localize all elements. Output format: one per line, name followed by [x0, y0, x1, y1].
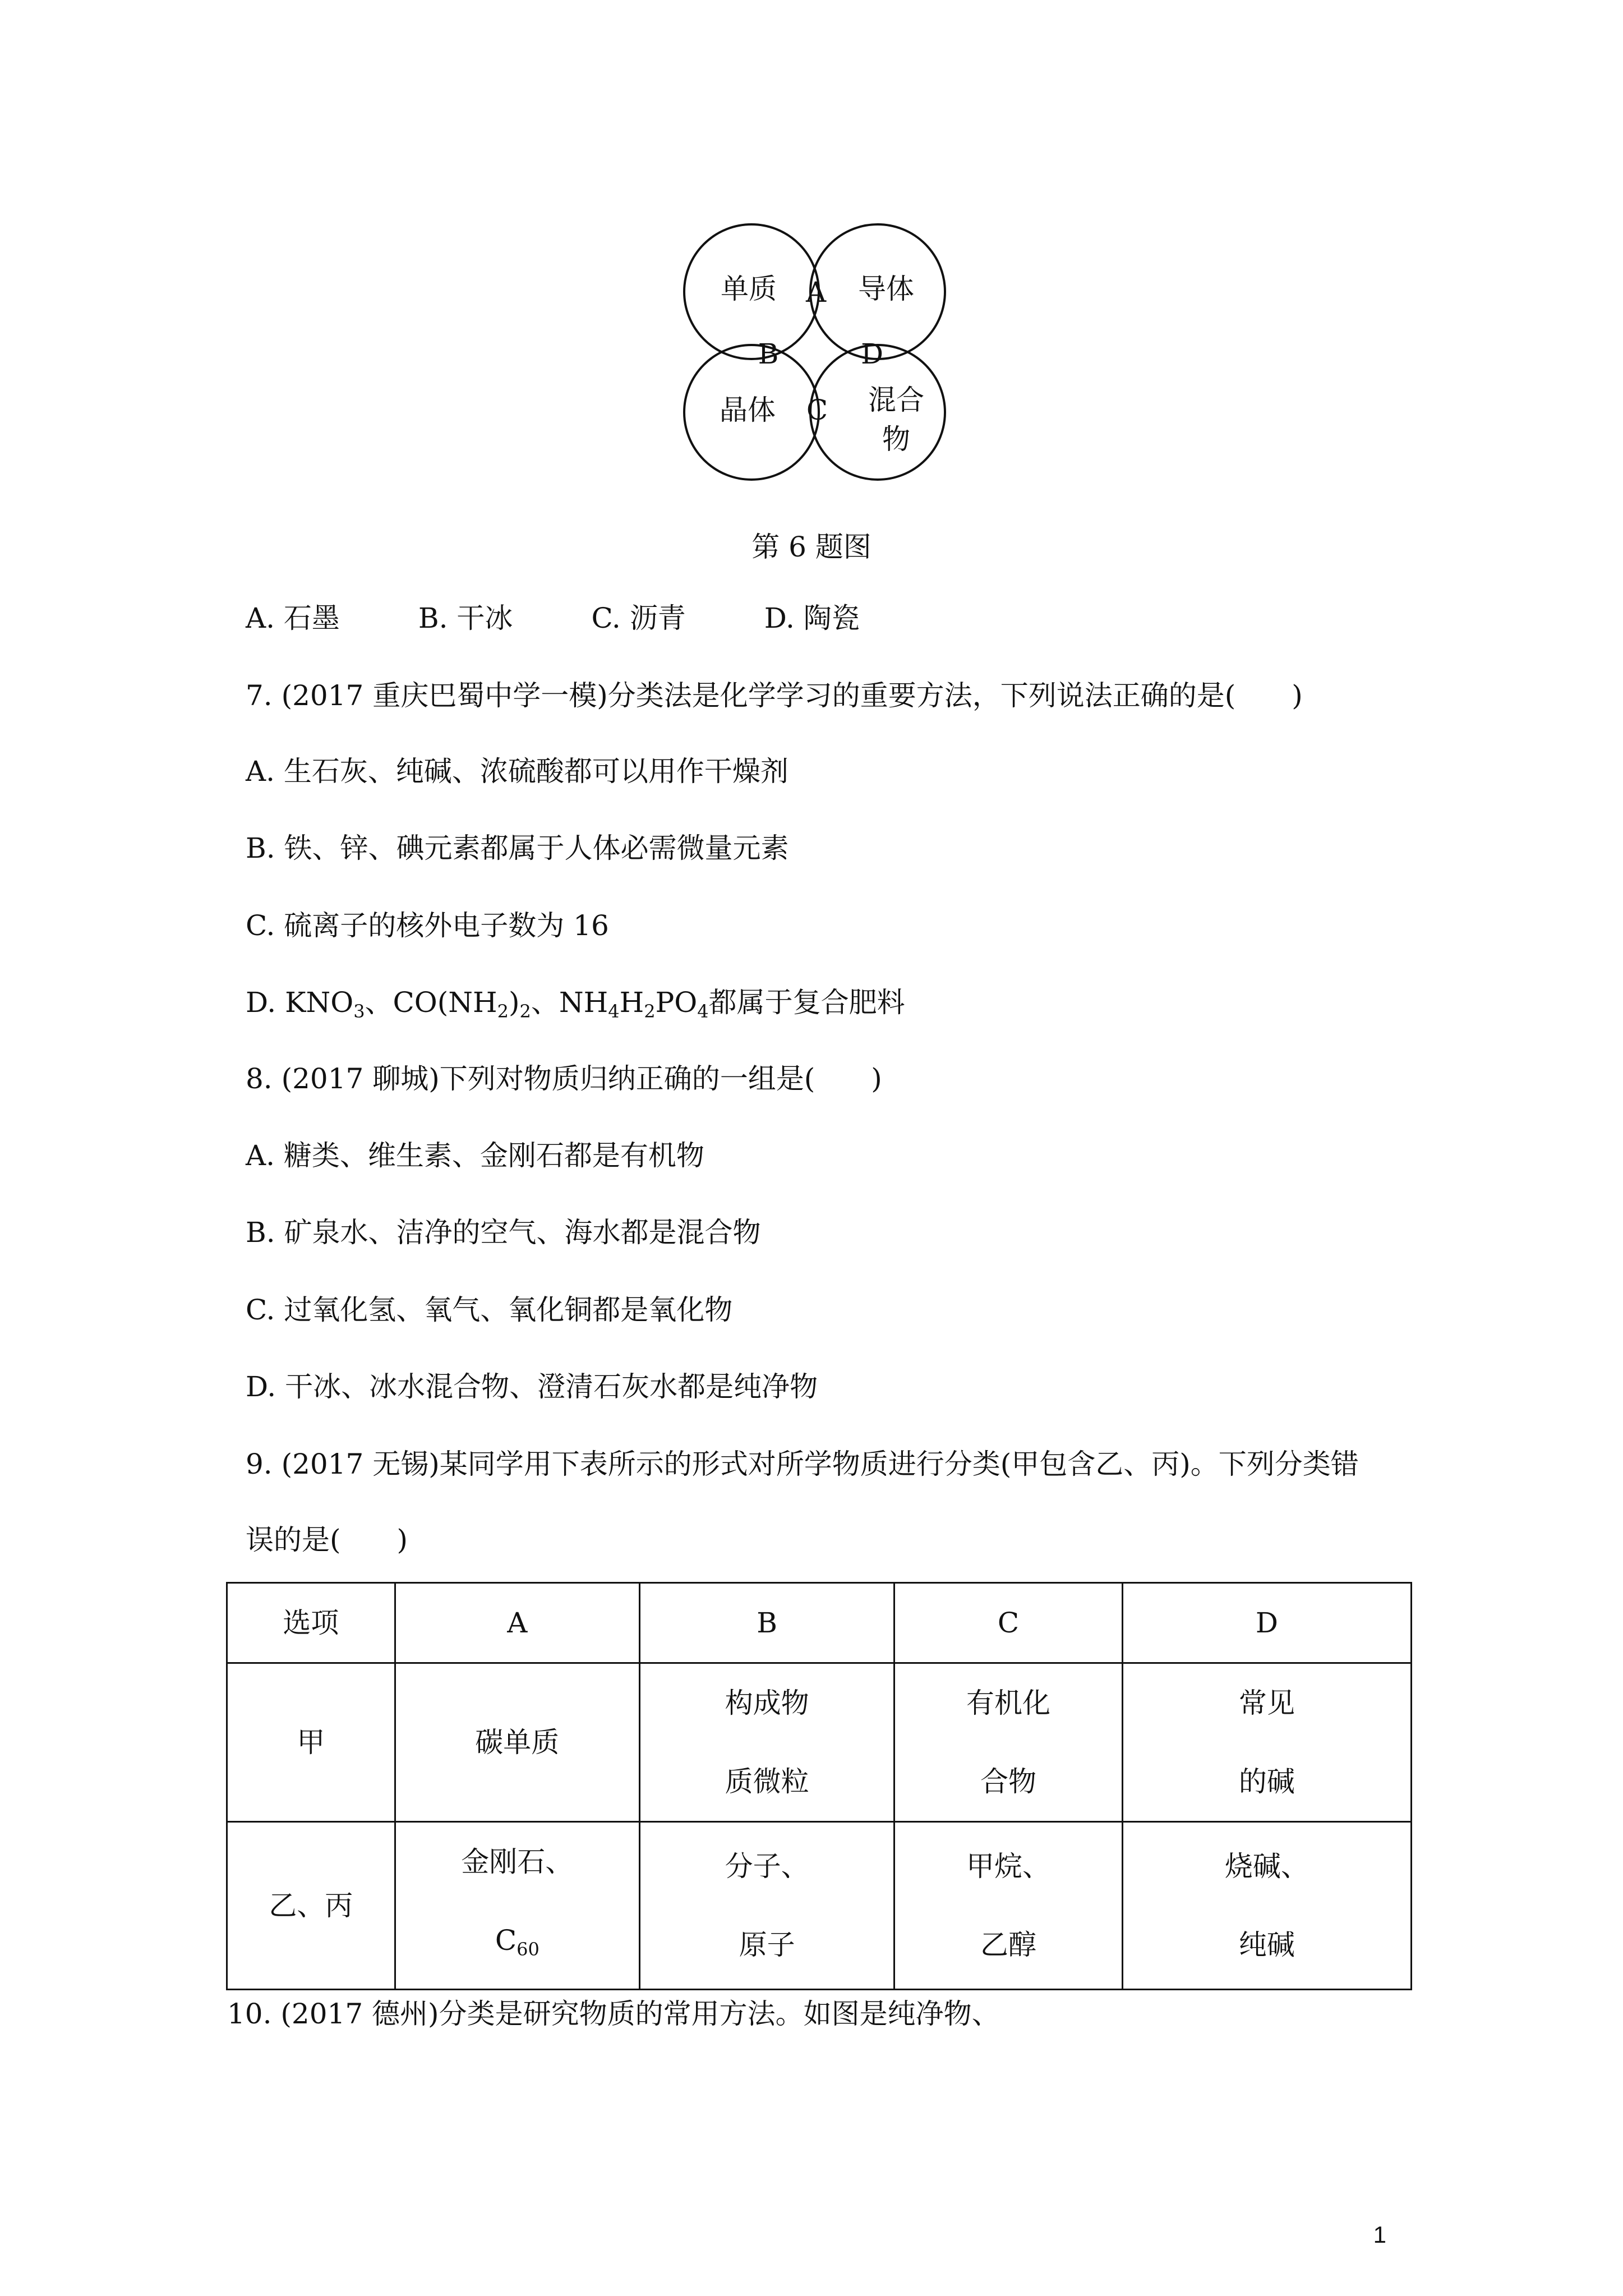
q6-option-b: B. 干冰: [418, 602, 513, 634]
cell-text: 分子、: [725, 1850, 809, 1883]
table-cell: [1122, 1663, 1411, 1822]
region-c: C: [806, 394, 828, 426]
q7-option-c: C. 硫离子的核外电子数为 16: [246, 909, 609, 942]
q7-d-text: H: [619, 986, 644, 1019]
table-row-label: 乙、丙: [227, 1822, 395, 1990]
label-bottom-right-1: 混合: [868, 384, 924, 416]
label-top-left: 单质: [721, 273, 777, 305]
q6-option-d: D. 陶瓷: [764, 602, 860, 634]
q7-d-text: 、CO(NH: [365, 986, 497, 1019]
label-top-right: 导体: [858, 273, 914, 305]
q9-stem-line-2: 误的是( ): [246, 1524, 408, 1556]
table-cell: [895, 1822, 1122, 1990]
table-cell: [395, 1663, 639, 1822]
table-cell: [895, 1663, 1122, 1822]
q7-d-sub: 4: [608, 1001, 620, 1022]
q7-d-text: D. KNO: [246, 986, 354, 1019]
figure-caption: 第 6 题图: [751, 531, 872, 563]
cell-text: 烧碱、: [1224, 1850, 1309, 1883]
table-row: [227, 1822, 1412, 1990]
label-bottom-right-2: 物: [882, 423, 910, 455]
page-number: 1: [1373, 2221, 1386, 2248]
q7-d-text: PO: [655, 986, 698, 1019]
cell-text: 构成物: [725, 1687, 809, 1719]
cell-text: 乙醇: [980, 1929, 1037, 1961]
table-cell: [395, 1822, 639, 1990]
region-d: D: [860, 338, 884, 370]
table-header-cell: D: [1122, 1583, 1411, 1663]
q9-table: [226, 1582, 1412, 1990]
q9-stem-line-1: 9. (2017 无锡)某同学用下表所示的形式对所学物质进行分类(甲包含乙、丙)。下列分类错: [246, 1448, 1359, 1480]
q6-option-a: A. 石墨: [246, 602, 340, 634]
q6-options: [246, 601, 860, 635]
table-header-cell: 选项: [227, 1583, 395, 1663]
q7-option-d: [246, 986, 905, 1028]
q7-option-a: A. 生石灰、纯碱、浓硫酸都可以用作干燥剂: [246, 755, 789, 788]
cell-text: 常见: [1238, 1687, 1295, 1719]
region-a: A: [805, 276, 827, 309]
cell-text: 原子: [739, 1929, 795, 1961]
table-row: [227, 1663, 1412, 1822]
q7-stem: 7. (2017 重庆巴蜀中学一模)分类法是化学学习的重要方法，下列说法正确的是( ): [246, 679, 1303, 712]
formula-base: C: [495, 1924, 517, 1957]
region-b: B: [758, 338, 779, 370]
cell-text: 甲烷、: [966, 1850, 1051, 1883]
q7-d-sub: 4: [697, 1001, 709, 1022]
cell-text: 有机化: [966, 1687, 1051, 1719]
q7-d-sub: 3: [353, 1001, 365, 1022]
cell-text: 金刚石、: [461, 1846, 574, 1878]
table-header-row: [227, 1583, 1412, 1663]
table-cell: [1122, 1822, 1411, 1990]
cell-text: [396, 1901, 639, 1989]
q7-option-b: B. 铁、锌、碘元素都属于人体必需微量元素: [246, 832, 789, 864]
table-header-cell: C: [895, 1583, 1122, 1663]
table-cell: [639, 1663, 894, 1822]
venn-diagram: [0, 0, 1623, 505]
formula-subscript: 60: [517, 1939, 540, 1960]
table-row-label: 甲: [227, 1663, 395, 1822]
cell-text: 的碱: [1238, 1765, 1295, 1798]
q10-stem: 10. (2017 德州)分类是研究物质的常用方法。如图是纯净物、: [227, 1998, 1000, 2030]
q6-option-c: C. 沥青: [591, 602, 686, 634]
table-header-cell: B: [639, 1583, 894, 1663]
q8-option-d: D. 干冰、冰水混合物、澄清石灰水都是纯净物: [246, 1370, 818, 1403]
table-cell: [639, 1822, 894, 1990]
cell-text: 合物: [980, 1765, 1037, 1798]
q7-d-text: 、NH: [531, 986, 608, 1019]
q7-d-sub: 2: [519, 1001, 531, 1022]
q7-d-text: 都属于复合肥料: [708, 986, 905, 1019]
cell-text: 纯碱: [1238, 1929, 1295, 1961]
cell-text: 碳单质: [475, 1726, 560, 1759]
q7-d-text: ): [509, 986, 520, 1019]
q8-option-c: C. 过氧化氢、氧气、氧化铜都是氧化物: [246, 1294, 733, 1326]
q7-d-sub: 2: [644, 1001, 656, 1022]
q8-stem: 8. (2017 聊城)下列对物质归纳正确的一组是( ): [246, 1062, 882, 1095]
table-header-cell: A: [395, 1583, 639, 1663]
q7-d-sub: 2: [497, 1001, 509, 1022]
label-bottom-left: 晶体: [720, 394, 776, 426]
cell-text: 质微粒: [725, 1765, 809, 1798]
q8-option-a: A. 糖类、维生素、金刚石都是有机物: [246, 1139, 704, 1172]
q8-option-b: B. 矿泉水、洁净的空气、海水都是混合物: [246, 1216, 761, 1249]
